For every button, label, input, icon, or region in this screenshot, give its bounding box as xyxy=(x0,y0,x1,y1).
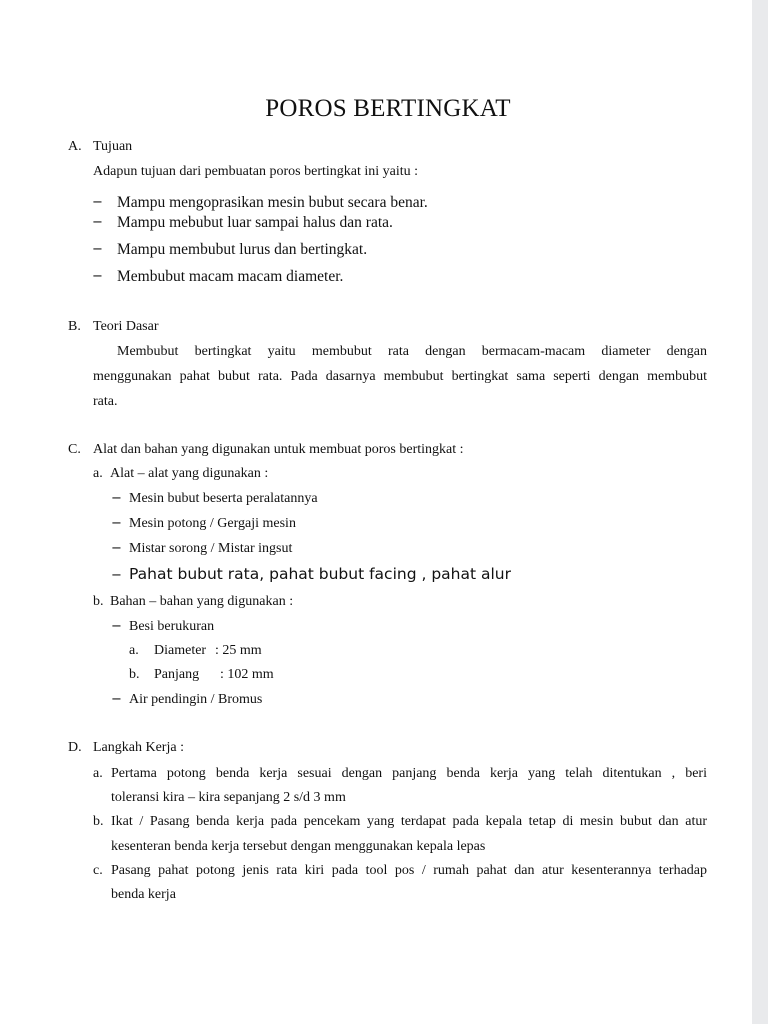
bahan-marker: b. xyxy=(93,594,104,609)
step-line: toleransi kira – kira sepanjang 2 s/d 3 mm xyxy=(111,790,346,805)
step-line: Ikat / Pasang benda kerja pada pencekam yang terdapat pada kepala tetap di mesin bubut dan atur xyxy=(111,814,707,829)
sub-label: Panjang xyxy=(154,667,200,682)
dash-bullet: − xyxy=(111,516,122,531)
step-line: Pasang pahat potong jenis rata kiri pada tool pos / rumah pahat dan atur kesenterannya terhadap xyxy=(111,863,707,878)
dash-bullet: − xyxy=(92,195,103,210)
paragraph-line: menggunakan pahat bubut rata. Pada dasarnya membubut bertingkat sama seperti dengan membubut xyxy=(93,369,707,384)
step-marker: c. xyxy=(93,863,103,878)
section-a-heading: Tujuan xyxy=(93,139,133,154)
paragraph-line: rata. xyxy=(93,394,118,409)
list-item: Mampu membubut lurus dan bertingkat. xyxy=(117,241,368,258)
list-item: Besi berukuran xyxy=(129,619,215,634)
dash-bullet: − xyxy=(111,491,122,506)
section-c-heading: Alat dan bahan yang digunakan untuk membuat poros bertingkat : xyxy=(93,442,464,457)
section-d-marker: D. xyxy=(68,740,82,755)
list-item: Mesin potong / Gergaji mesin xyxy=(129,516,296,531)
section-b-marker: B. xyxy=(68,319,81,334)
section-c-marker: C. xyxy=(68,442,81,457)
step-marker: a. xyxy=(93,766,103,781)
alat-marker: a. xyxy=(93,466,103,481)
step-line: kesenteran benda kerja tersebut dengan menggunakan kepala lepas xyxy=(111,839,486,854)
paragraph-line: Membubut bertingkat yaitu membubut rata dengan bermacam-macam diameter dengan xyxy=(117,344,707,359)
dash-bullet: − xyxy=(111,692,122,707)
sub-label: Diameter xyxy=(154,643,207,658)
step-line: Pertama potong benda kerja sesuai dengan panjang benda kerja yang telah ditentukan , beri xyxy=(111,766,707,781)
section-d-heading: Langkah Kerja : xyxy=(93,740,184,755)
list-item: Mesin bubut beserta peralatannya xyxy=(129,491,318,506)
dash-bullet: − xyxy=(92,242,103,257)
step-line: benda kerja xyxy=(111,887,176,902)
section-a-marker: A. xyxy=(68,139,82,154)
step-marker: b. xyxy=(93,814,104,829)
dash-bullet: − xyxy=(92,215,103,230)
dash-bullet: − xyxy=(111,619,122,634)
sub-marker: b. xyxy=(129,667,140,682)
list-item: Membubut macam macam diameter. xyxy=(117,268,344,285)
section-a-intro: Adapun tujuan dari pembuatan poros bertingkat ini yaitu : xyxy=(93,164,419,179)
list-item: Mampu mebubut luar sampai halus dan rata. xyxy=(117,214,393,231)
sub-value: : 102 mm xyxy=(220,667,274,682)
list-item: Mampu mengoprasikan mesin bubut secara benar. xyxy=(117,194,428,211)
dash-bullet: − xyxy=(111,541,122,556)
list-item: Pahat bubut rata, pahat bubut facing , pahat alur xyxy=(129,565,511,583)
sub-value: : 25 mm xyxy=(215,643,262,658)
alat-heading: Alat – alat yang digunakan : xyxy=(110,466,269,481)
bahan-heading: Bahan – bahan yang digunakan : xyxy=(110,594,294,609)
dash-bullet: − xyxy=(111,568,122,583)
section-b-heading: Teori Dasar xyxy=(93,319,159,334)
list-item: Air pendingin / Bromus xyxy=(129,692,263,707)
sub-marker: a. xyxy=(129,643,139,658)
page-title: POROS BERTINGKAT xyxy=(265,95,511,122)
list-item: Mistar sorong / Mistar ingsut xyxy=(129,541,293,556)
dash-bullet: − xyxy=(92,269,103,284)
